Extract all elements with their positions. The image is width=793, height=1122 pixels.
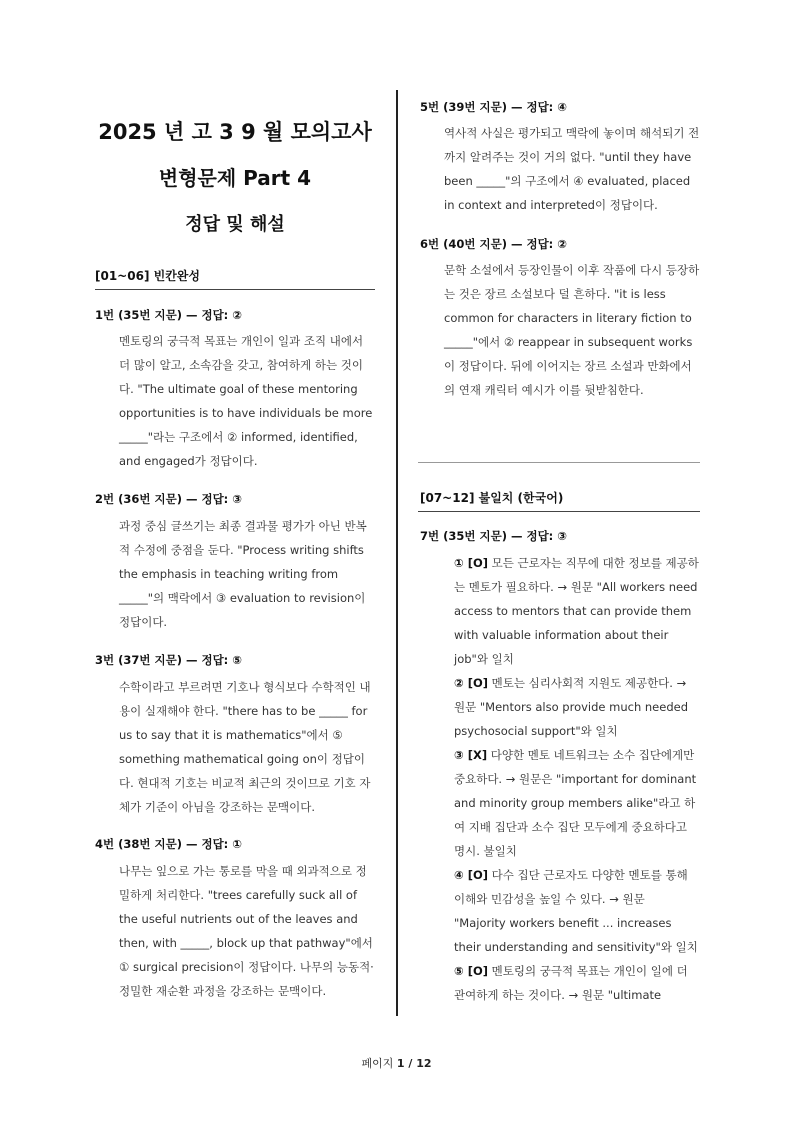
choice-mark: ④ [O] <box>454 868 489 882</box>
question-explanation-5: 역사적 사실은 평가되고 맥락에 놓이며 해석되기 전까지 알려주는 것이 거의 없다. "until they have been _____"의 구조에서 ④ evaluated, placed in context and interpreted이 정답이다. <box>444 126 700 212</box>
answer-choice-5 <box>454 959 700 1007</box>
page-prefix: 페이지 <box>361 1057 397 1070</box>
answer-choice-3 <box>454 743 700 863</box>
choice-explanation: 멘토링의 궁극적 목표는 개인이 일에 더 관여하게 하는 것이다. → 원문 "ultimate <box>454 964 688 1002</box>
question-header-7: 7번 (35번 지문) — 정답: ③ <box>420 529 568 543</box>
column-divider <box>396 90 398 1016</box>
choice-mark: ③ [X] <box>454 748 488 762</box>
choice-mark: ② [O] <box>454 676 489 690</box>
page-separator: / <box>404 1057 417 1070</box>
document-subtitle: 변형문제 Part 4 <box>158 166 312 190</box>
question-header-6: 6번 (40번 지문) — 정답: ② <box>420 237 568 251</box>
question-explanation-3: 수학이라고 부르려면 기호나 형식보다 수학적인 내용이 실재해야 한다. "there has to be _____ for us to say that it is mathematics"에서 ⑤ something mathematical going on이 정답이다. 현대적 기호는 비교적 최근의 것이므로 기호 자체가 기준이 아님을 강조하는 문맥이다. <box>119 680 371 814</box>
page-current: 1 <box>396 1057 405 1070</box>
section-rule <box>418 511 700 512</box>
choice-explanation: 다양한 멘토 네트워크는 소수 집단에게만 중요하다. → 원문은 "important for dominant and minority group members alike"라고 하여 지배 집단과 소수 집단 모두에게 중요하다고 명시. 불일치 <box>454 748 697 858</box>
question-header-2: 2번 (36번 지문) — 정답: ③ <box>95 492 243 506</box>
document-heading-answers: 정답 및 해설 <box>185 214 285 235</box>
answer-choice-4 <box>454 863 700 959</box>
section-separator <box>418 462 700 463</box>
question-header-3: 3번 (37번 지문) — 정답: ⑤ <box>95 653 243 667</box>
choice-mark: ① [O] <box>454 556 489 570</box>
section-heading-blank: [01~06] 빈칸완성 <box>95 269 200 283</box>
choice-mark: ⑤ [O] <box>454 964 489 978</box>
question-explanation-1: 멘토링의 궁극적 목표는 개인이 일과 조직 내에서 더 많이 알고, 소속감을 갖고, 참여하게 하는 것이다. "The ultimate goal of these mentoring opportunities is to have individuals be more _____"라는 구조에서 ② informed, identified, and engaged가 정답이다. <box>119 334 373 468</box>
question-header-5: 5번 (39번 지문) — 정답: ④ <box>420 100 568 114</box>
question-explanation-6: 문학 소설에서 등장인물이 이후 작품에 다시 등장하는 것은 장르 소설보다 덜 흔하다. "it is less common for characters in literary fiction to _____"에서 ② reappear in subsequent works이 정답이다. 뒤에 이어지는 장르 소설과 만화에서의 연재 캐릭터 예시가 이를 뒷받침한다. <box>444 263 700 397</box>
page-number <box>0 1055 793 1071</box>
page-total: 12 <box>416 1057 432 1070</box>
choice-explanation: 멘토는 심리사회적 지원도 제공한다. → 원문 "Mentors also provide much needed psychosocial support"와 일치 <box>454 676 689 738</box>
question-header-4: 4번 (38번 지문) — 정답: ① <box>95 837 243 851</box>
section-heading-mismatch: [07~12] 불일치 (한국어) <box>420 491 564 505</box>
answer-choice-list <box>454 551 700 1007</box>
question-header-1: 1번 (35번 지문) — 정답: ② <box>95 308 243 322</box>
choice-explanation: 모든 근로자는 직무에 대한 정보를 제공하는 멘토가 필요하다. → 원문 "All workers need access to mentors that can provide them with valuable information about their job"와 일치 <box>454 556 699 666</box>
question-explanation-4: 나무는 잎으로 가는 통로를 막을 때 외과적으로 정밀하게 처리한다. "trees carefully suck all of the useful nutrients out of the leaves and then, with _____, block up that pathway"에서 ① surgical precision이 정답이다. 나무의 능동적·정밀한 재순환 과정을 강조하는 문맥이다. <box>119 864 374 998</box>
document-title: 2025 년 고 3 9 월 모의고사 <box>98 120 372 144</box>
answer-choice-2 <box>454 671 700 743</box>
section-rule <box>95 289 375 290</box>
choice-explanation: 다수 집단 근로자도 다양한 멘토를 통해 이해와 민감성을 높일 수 있다. → 원문 "Majority workers benefit ... increases their understanding and sensitivity"와 일치 <box>454 868 698 954</box>
question-explanation-2: 과정 중심 글쓰기는 최종 결과물 평가가 아닌 반복적 수정에 중점을 둔다. "Process writing shifts the emphasis in teaching writing from _____"의 맥락에서 ③ evaluation to revision이 정답이다. <box>119 519 367 629</box>
answer-choice-1 <box>454 551 700 671</box>
